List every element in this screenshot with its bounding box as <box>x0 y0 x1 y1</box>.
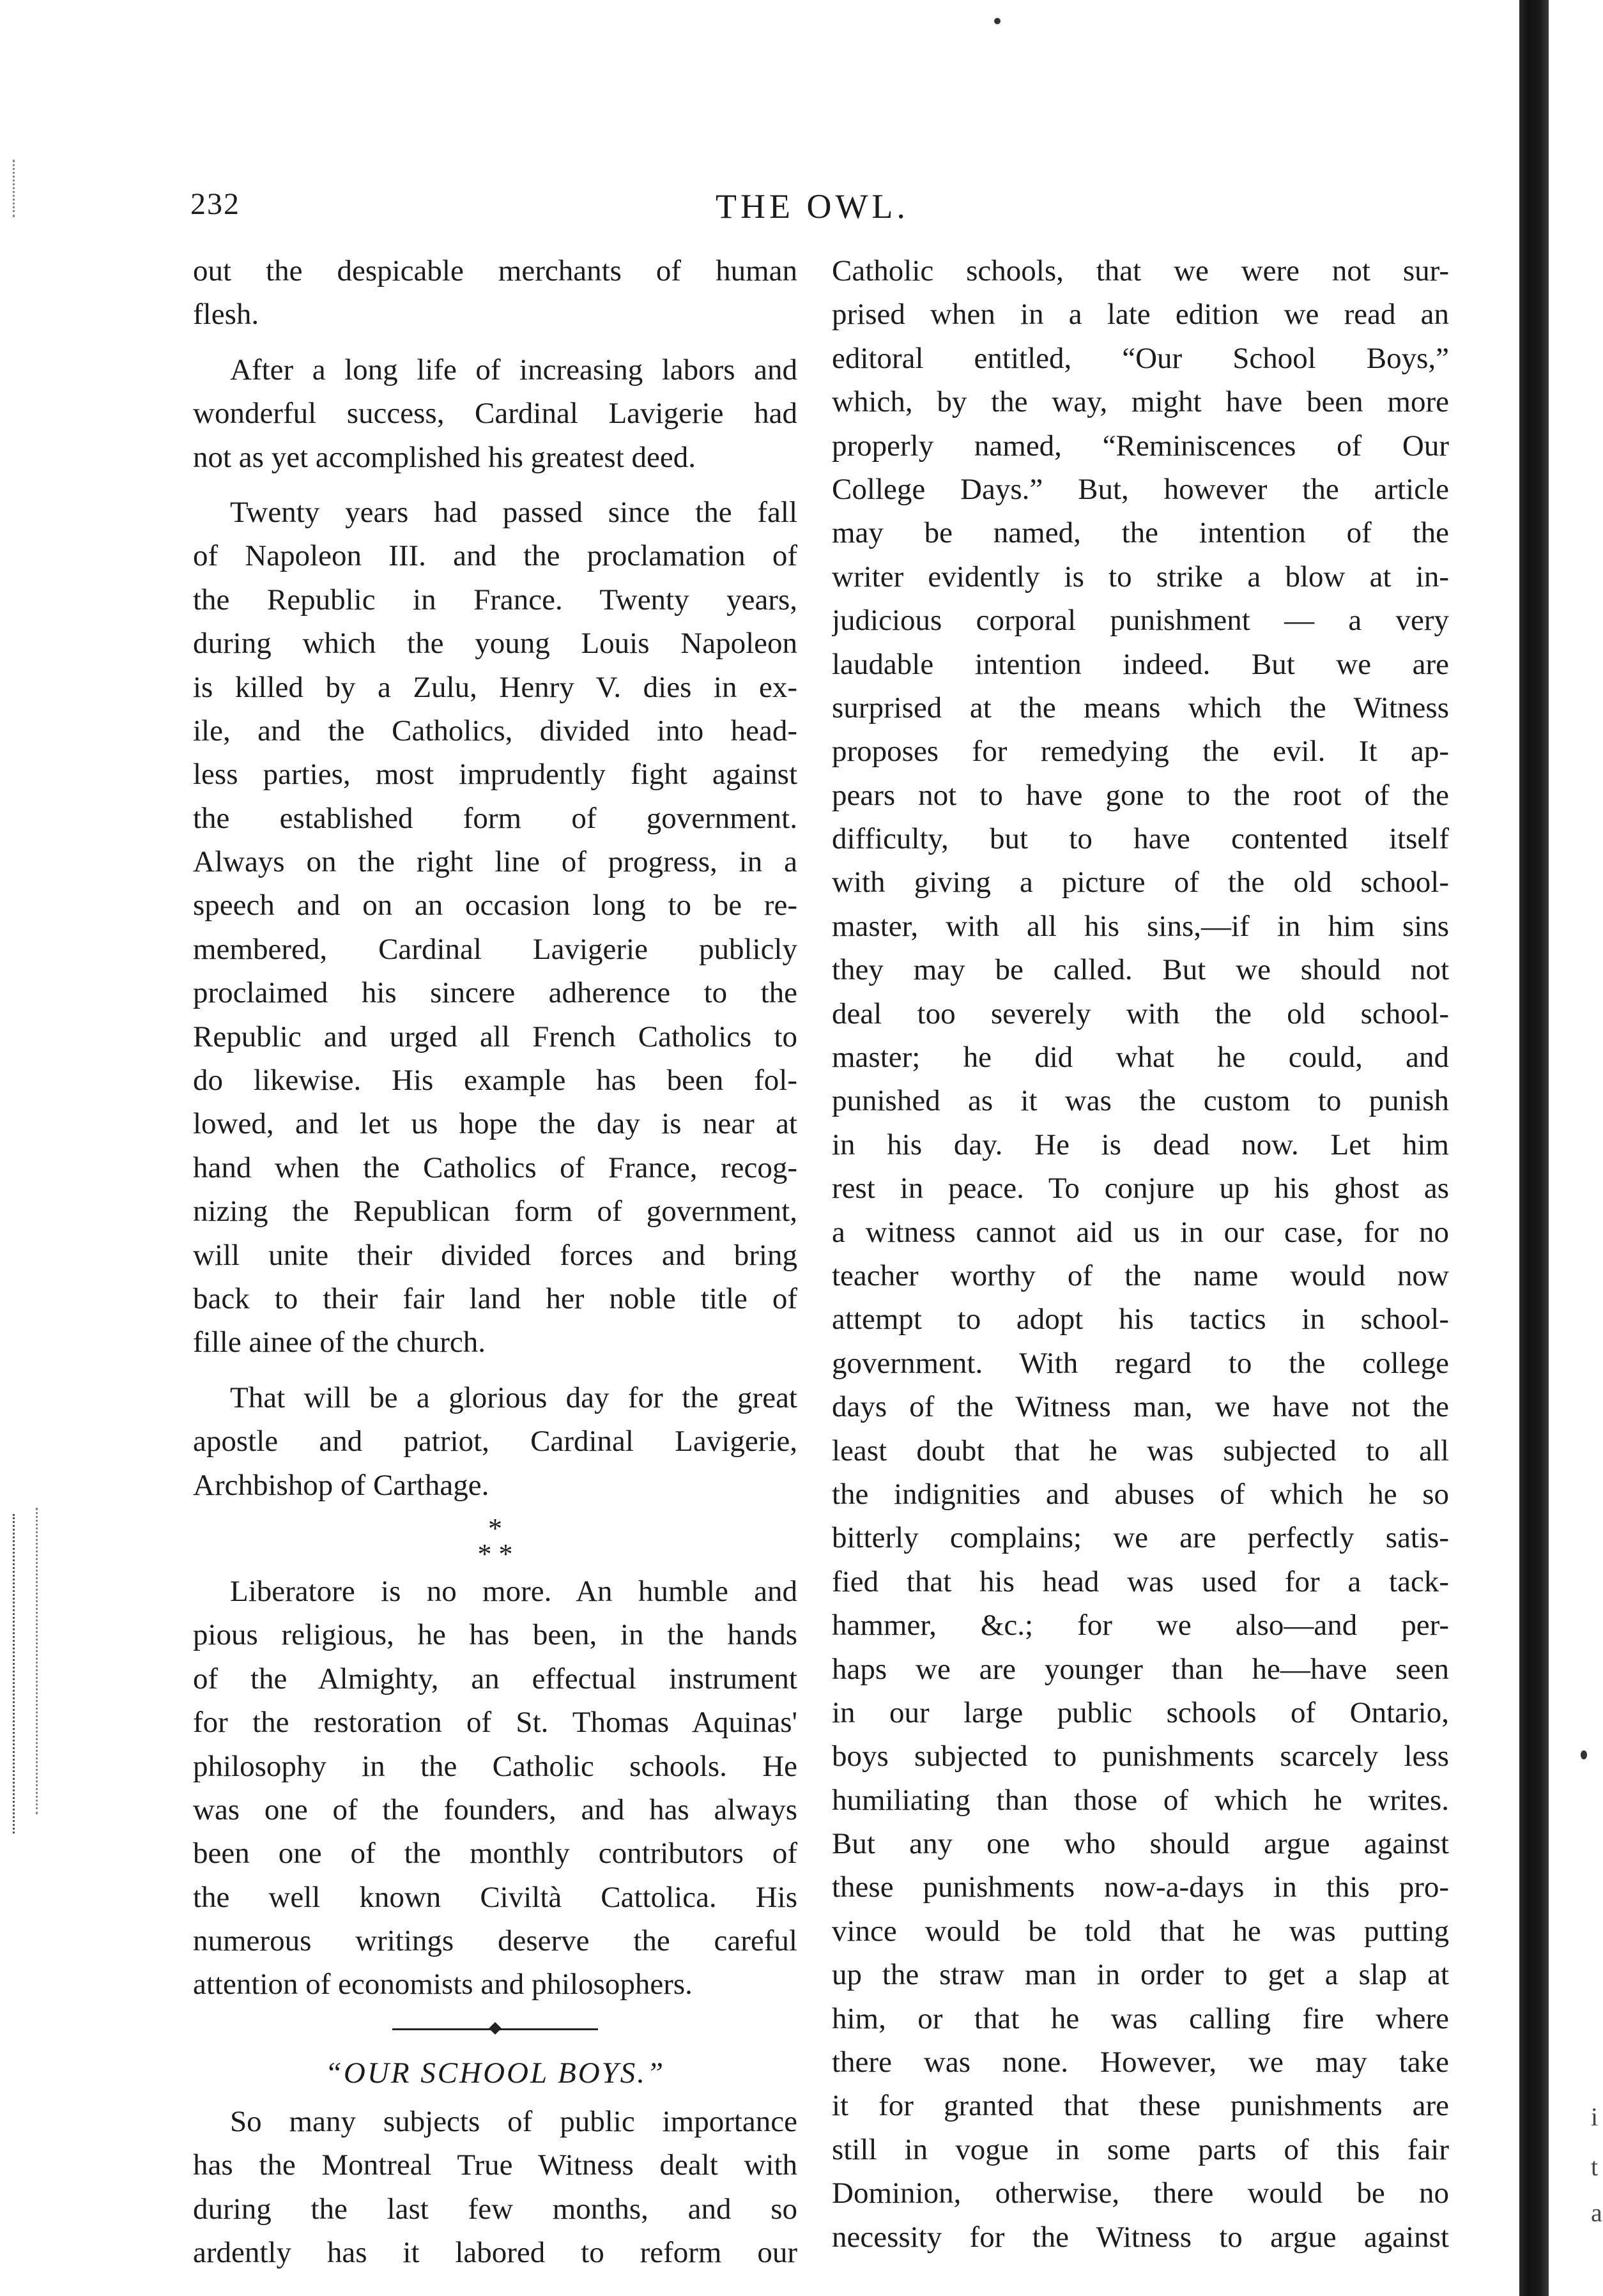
text-line: attention of economists and philosophers. <box>193 1968 693 2001</box>
scan-margin-noise <box>13 1514 19 1833</box>
text-line: they may be called. But we should not <box>832 953 1449 987</box>
margin-fragment: t <box>1591 2152 1599 2181</box>
text-line: master; he did what he could, and <box>832 1041 1449 1075</box>
page-number: 232 <box>190 187 240 221</box>
text-line: apostle and patriot, Cardinal Lavigerie, <box>193 1425 797 1458</box>
text-line: bitterly complains; we are perfectly satis- <box>832 1521 1449 1555</box>
scan-margin-noise <box>36 1508 40 1814</box>
ink-speck <box>1581 1750 1587 1759</box>
text-line: rest in peace. To conjure up his ghost as <box>832 1172 1449 1205</box>
text-line: least doubt that he was subjected to all <box>832 1434 1449 1467</box>
text-line: judicious corporal punishment — a very <box>832 604 1449 638</box>
text-line: the well known Civiltà Cattolica. His <box>193 1880 797 1914</box>
text-line: prised when in a late edition we read an <box>832 298 1449 332</box>
text-line: government. With regard to the college <box>832 1346 1449 1380</box>
asterism-bottom: * * <box>477 1538 513 1570</box>
text-line: teacher worthy of the name would now <box>832 1259 1449 1292</box>
text-line: Archbishop of Carthage. <box>193 1468 489 1502</box>
text-line: is killed by a Zulu, Henry V. dies in ex- <box>193 670 797 704</box>
margin-fragment: a <box>1591 2198 1602 2227</box>
text-line: may be named, the intention of the <box>832 516 1449 550</box>
text-line: Dominion, otherwise, there would be no <box>832 2177 1449 2210</box>
text-line: editoral entitled, “Our School Boys,” <box>832 341 1449 375</box>
text-line: College Days.” But, however the article <box>832 472 1449 506</box>
text-line: hammer, &c.; for we also—and per- <box>832 1609 1449 1642</box>
text-line: still in vogue in some parts of this fair <box>832 2132 1449 2166</box>
text-line: ardently has it labored to reform our <box>193 2236 797 2270</box>
text-line: deal too severely with the old school- <box>832 997 1449 1030</box>
text-line: proposes for remedying the evil. It ap- <box>832 735 1449 769</box>
article-heading: “OUR SCHOOL BOYS.” <box>325 2056 666 2090</box>
text-line: not as yet accomplished his greatest deed. <box>193 440 696 474</box>
text-line: punished as it was the custom to punish <box>832 1084 1449 1118</box>
asterism-top: * <box>488 1512 502 1544</box>
text-line: will unite their divided forces and bring <box>193 1238 797 1272</box>
text-line: has the Montreal True Witness dealt with <box>193 2148 797 2182</box>
text-line: So many subjects of public importance <box>230 2104 797 2138</box>
text-line: ile, and the Catholics, divided into head- <box>193 714 797 747</box>
text-line: back to their fair land her noble title of <box>193 1282 797 1315</box>
text-line: hand when the Catholics of France, recog- <box>193 1151 797 1184</box>
text-line: master, with all his sins,—if in him sins <box>832 909 1449 943</box>
text-line: difficulty, but to have contented itself <box>832 822 1449 856</box>
text-line: up the straw man in order to get a slap at <box>832 1958 1449 1992</box>
text-line: After a long life of increasing labors and <box>230 353 797 386</box>
text-line: which, by the way, might have been more <box>832 385 1449 419</box>
text-line: do likewise. His example has been fol- <box>193 1064 797 1098</box>
section-divider <box>193 2007 797 2051</box>
text-line: fille ainee of the church. <box>193 1326 486 1359</box>
text-line: philosophy in the Catholic schools. He <box>193 1749 797 1783</box>
text-line: these punishments now-a-days in this pro- <box>832 1871 1449 1904</box>
text-line: the indignities and abuses of which he so <box>832 1477 1449 1511</box>
scan-margin-noise <box>13 160 47 217</box>
text-line: surprised at the means which the Witness <box>832 691 1449 724</box>
text-line: Catholic schools, that we were not sur- <box>832 254 1449 287</box>
text-line: been one of the monthly contributors of <box>193 1837 797 1871</box>
text-line: wonderful success, Cardinal Lavigerie had <box>193 397 797 431</box>
text-line: Twenty years had passed since the fall <box>230 495 797 529</box>
text-line: nizing the Republican form of government, <box>193 1195 797 1228</box>
text-line: it for granted that these punishments are <box>832 2089 1449 2123</box>
text-line: That will be a glorious day for the great <box>230 1381 797 1414</box>
asterism <box>193 1507 797 1570</box>
text-line: writer evidently is to strike a blow at in- <box>832 560 1449 593</box>
text-line: humiliating than those of which he writes. <box>832 1783 1449 1817</box>
margin-fragment: i <box>1591 2102 1599 2131</box>
text-line: pears not to have gone to the root of the <box>832 778 1449 812</box>
text-line: in our large public schools of Ontario, <box>832 1695 1449 1729</box>
text-line: fied that his head was used for a tack- <box>832 1565 1449 1598</box>
scan-binding-edge <box>1519 0 1549 2296</box>
text-line: a witness cannot aid us in our case, for no <box>832 1215 1449 1249</box>
text-line: vince would be told that he was putting <box>832 1914 1449 1948</box>
text-line: in his day. He is dead now. Let him <box>832 1128 1449 1161</box>
text-line: proclaimed his sincere adherence to the <box>193 976 797 1010</box>
text-line: the Republic in France. Twenty years, <box>193 583 797 616</box>
text-line: lowed, and let us hope the day is near at <box>193 1107 797 1141</box>
text-line: the established form of government. <box>193 801 797 835</box>
text-line: for the restoration of St. Thomas Aquinas' <box>193 1706 797 1740</box>
text-line: speech and on an occasion long to be re- <box>193 889 797 922</box>
ink-speck <box>994 18 1001 24</box>
running-title: THE OWL. <box>716 187 909 226</box>
text-line: numerous writings deserve the careful <box>193 1924 797 1958</box>
text-line: during which the young Louis Napoleon <box>193 627 797 661</box>
text-line: less parties, most imprudently fight against <box>193 758 797 792</box>
text-line: boys subjected to punishments scarcely less <box>832 1740 1449 1773</box>
text-line: haps we are younger than he—have seen <box>832 1652 1449 1686</box>
text-line: flesh. <box>193 298 259 332</box>
text-line: there was none. However, we may take <box>832 2046 1449 2079</box>
text-line: properly named, “Reminiscences of Our <box>832 429 1449 463</box>
text-line: of the Almighty, an effectual instrument <box>193 1662 797 1695</box>
text-line: Always on the right line of progress, in a <box>193 845 797 879</box>
left-column <box>193 249 797 2274</box>
text-line: laudable intention indeed. But we are <box>832 647 1449 681</box>
text-line: of Napoleon III. and the proclamation of <box>193 539 797 573</box>
text-line: was one of the founders, and has always <box>193 1793 797 1826</box>
text-line: during the last few months, and so <box>193 2192 797 2226</box>
text-line: necessity for the Witness to argue against <box>832 2220 1449 2254</box>
text-line: attempt to adopt his tactics in school- <box>832 1303 1449 1336</box>
right-column <box>832 249 1449 2259</box>
text-line: Liberatore is no more. An humble and <box>230 1574 797 1608</box>
text-line: membered, Cardinal Lavigerie publicly <box>193 932 797 966</box>
text-line: days of the Witness man, we have not the <box>832 1390 1449 1424</box>
text-line: Republic and urged all French Catholics to <box>193 1020 797 1053</box>
text-line: But any one who should argue against <box>832 1827 1449 1861</box>
text-line: with giving a picture of the old school- <box>832 866 1449 899</box>
text-line: pious religious, he has been, in the hands <box>193 1618 797 1652</box>
text-line: out the despicable merchants of human <box>193 254 797 287</box>
text-line: him, or that he was calling fire where <box>832 2001 1449 2035</box>
